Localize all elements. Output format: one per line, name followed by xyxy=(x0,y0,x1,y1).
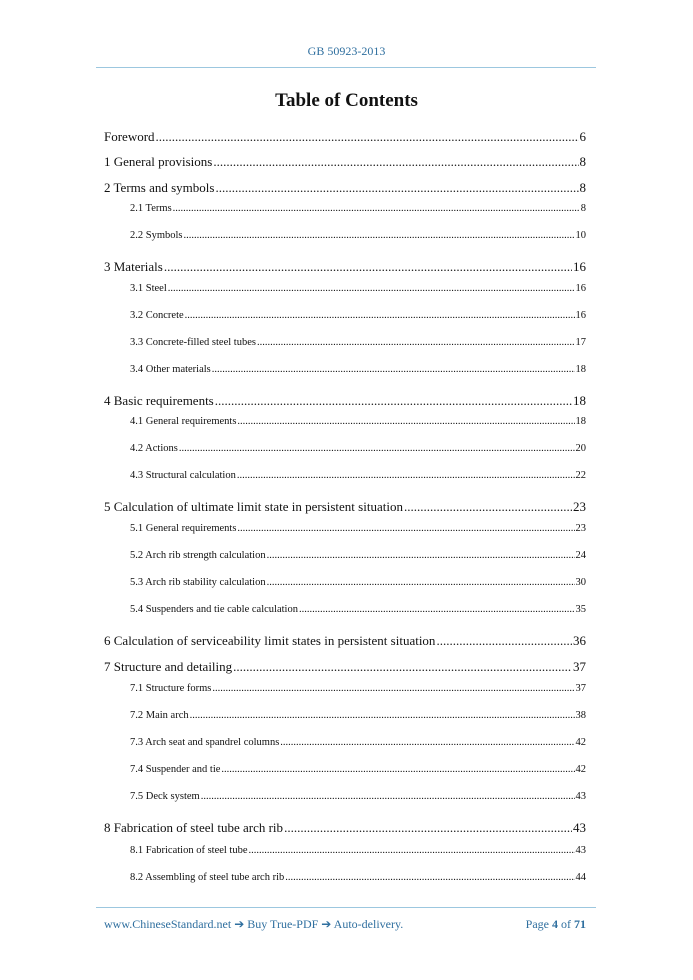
page-title: Table of Contents xyxy=(275,90,418,111)
toc-leader-dots xyxy=(280,737,574,748)
toc-entry-label: 7.5 Deck system xyxy=(130,791,200,802)
toc-entry-label: 3.2 Concrete xyxy=(130,310,184,321)
toc-entry-page: 17 xyxy=(575,337,586,348)
toc-entry[interactable] xyxy=(104,499,586,515)
toc-leader-dots xyxy=(213,154,578,170)
page-prefix: Page xyxy=(525,917,549,931)
toc-entry-label: 6 Calculation of serviceability limit states in persistent situation xyxy=(104,633,436,648)
toc-entry[interactable] xyxy=(130,845,586,856)
toc-leader-dots xyxy=(233,659,572,675)
toc-leader-dots xyxy=(221,764,574,775)
toc-entry-label: 4 Basic requirements xyxy=(104,393,214,408)
toc-entry-page: 23 xyxy=(573,499,586,514)
toc-entry-label: 4.2 Actions xyxy=(130,443,178,454)
toc-leader-dots xyxy=(185,310,575,321)
toc-entry-page: 18 xyxy=(573,393,586,408)
toc-entry-label: 3.4 Other materials xyxy=(130,364,211,375)
toc-entry[interactable] xyxy=(130,283,586,294)
toc-leader-dots xyxy=(436,633,572,649)
toc-entry-label: 4.1 General requirements xyxy=(130,416,237,427)
toc-leader-dots xyxy=(173,203,580,214)
footer-divider xyxy=(96,907,596,908)
toc-entry-label: 5.1 General requirements xyxy=(130,523,237,534)
toc-entry-page: 35 xyxy=(575,604,586,615)
toc-entry-label: 2.1 Terms xyxy=(130,203,172,214)
toc-entry[interactable] xyxy=(104,154,586,170)
page-footer xyxy=(104,917,586,932)
toc-entry-label: Foreword xyxy=(104,129,155,144)
toc-entry-page: 16 xyxy=(573,259,586,274)
toc-entry-page: 37 xyxy=(575,683,586,694)
toc-entry-label: 8.2 Assembling of steel tube arch rib xyxy=(130,872,285,883)
toc-leader-dots xyxy=(190,710,575,721)
toc-entry[interactable] xyxy=(130,737,586,748)
toc-entry[interactable] xyxy=(104,393,586,409)
toc-entry-page: 10 xyxy=(575,230,586,241)
toc-entry-label: 3 Materials xyxy=(104,259,163,274)
toc-leader-dots xyxy=(215,393,572,409)
toc-leader-dots xyxy=(212,364,575,375)
toc-leader-dots xyxy=(156,129,579,145)
page-of: of xyxy=(561,917,571,931)
toc-entry-page: 16 xyxy=(575,310,586,321)
toc-leader-dots xyxy=(215,180,578,196)
toc-entry[interactable] xyxy=(130,203,586,214)
toc-entry[interactable] xyxy=(104,180,586,196)
toc-entry-page: 44 xyxy=(575,872,586,883)
toc-entry[interactable] xyxy=(130,310,586,321)
toc-entry[interactable] xyxy=(130,764,586,775)
toc-entry-label: 1 General provisions xyxy=(104,154,213,169)
toc-entry-page: 18 xyxy=(575,364,586,375)
toc-entry[interactable] xyxy=(130,230,586,241)
toc-leader-dots xyxy=(164,259,572,275)
toc-entry-label: 7 Structure and detailing xyxy=(104,659,233,674)
toc-entry-page: 24 xyxy=(575,550,586,561)
toc-leader-dots xyxy=(237,470,575,481)
toc-entry-label: 3.1 Steel xyxy=(130,283,167,294)
toc-entry-label: 7.1 Structure forms xyxy=(130,683,212,694)
toc-entry-page: 43 xyxy=(573,820,586,835)
toc-leader-dots xyxy=(257,337,575,348)
toc-entry-page: 18 xyxy=(575,416,586,427)
toc-entry[interactable] xyxy=(130,416,586,427)
toc-leader-dots xyxy=(267,577,575,588)
footer-promo-link[interactable]: www.ChineseStandard.net ➔ Buy True-PDF ➔ Auto-delivery. xyxy=(104,917,404,931)
toc-entry-page: 8 xyxy=(579,154,586,169)
toc-leader-dots xyxy=(404,499,572,515)
toc-entry[interactable] xyxy=(130,872,586,883)
toc-entry[interactable] xyxy=(104,659,586,675)
toc-leader-dots xyxy=(201,791,575,802)
toc-entry-page: 23 xyxy=(575,523,586,534)
page-total: 71 xyxy=(574,917,586,931)
toc-entry[interactable] xyxy=(130,337,586,348)
toc-entry[interactable] xyxy=(130,364,586,375)
toc-leader-dots xyxy=(184,230,575,241)
toc-entry-page: 43 xyxy=(575,791,586,802)
toc-entry[interactable] xyxy=(130,550,586,561)
toc-leader-dots xyxy=(249,845,575,856)
toc-entry-page: 36 xyxy=(573,633,586,648)
toc-entry-label: 7.4 Suspender and tie xyxy=(130,764,221,775)
toc-entry[interactable] xyxy=(130,683,586,694)
page-current: 4 xyxy=(552,917,558,931)
toc-entry-page: 22 xyxy=(575,470,586,481)
toc-entry[interactable] xyxy=(104,259,586,275)
page-indicator xyxy=(526,917,586,932)
toc-entry[interactable] xyxy=(130,470,586,481)
toc-entry-label: 7.2 Main arch xyxy=(130,710,189,721)
toc-entry-page: 8 xyxy=(580,203,586,214)
toc-entry[interactable] xyxy=(130,710,586,721)
toc-entry-label: 5.2 Arch rib strength calculation xyxy=(130,550,266,561)
toc-entry[interactable] xyxy=(104,820,586,836)
toc-entry-label: 7.3 Arch seat and spandrel columns xyxy=(130,737,280,748)
toc-entry-page: 37 xyxy=(573,659,586,674)
toc-leader-dots xyxy=(284,820,572,836)
toc-entry-label: 5 Calculation of ultimate limit state in persistent situation xyxy=(104,499,403,514)
toc-entry-page: 6 xyxy=(579,129,586,144)
toc-entry[interactable] xyxy=(130,523,586,534)
toc-entry-label: 2 Terms and symbols xyxy=(104,180,215,195)
toc-entry-page: 42 xyxy=(575,764,586,775)
toc-entry[interactable] xyxy=(130,577,586,588)
toc-entry-label: 2.2 Symbols xyxy=(130,230,183,241)
toc-leader-dots xyxy=(285,872,574,883)
toc-entry-page: 20 xyxy=(575,443,586,454)
toc-leader-dots xyxy=(267,550,575,561)
toc-leader-dots xyxy=(212,683,574,694)
toc-leader-dots xyxy=(237,416,574,427)
toc-leader-dots xyxy=(237,523,574,534)
toc-entry[interactable] xyxy=(130,604,586,615)
toc-entry-label: 4.3 Structural calculation xyxy=(130,470,236,481)
toc-entry-label: 5.4 Suspenders and tie cable calculation xyxy=(130,604,298,615)
toc-leader-dots xyxy=(168,283,575,294)
running-header: GB 50923-2013 xyxy=(307,44,386,58)
toc-entry-page: 43 xyxy=(575,845,586,856)
toc-entry[interactable] xyxy=(104,633,586,649)
toc-entry[interactable] xyxy=(104,129,586,145)
toc-entry-page: 42 xyxy=(575,737,586,748)
toc-leader-dots xyxy=(299,604,575,615)
toc-entry-label: 3.3 Concrete-filled steel tubes xyxy=(130,337,256,348)
toc-leader-dots xyxy=(179,443,575,454)
toc-entry-page: 8 xyxy=(579,180,586,195)
toc-entry-label: 5.3 Arch rib stability calculation xyxy=(130,577,266,588)
toc-entry-page: 38 xyxy=(575,710,586,721)
toc-entry-label: 8 Fabrication of steel tube arch rib xyxy=(104,820,284,835)
toc-entry-label: 8.1 Fabrication of steel tube xyxy=(130,845,248,856)
toc-entry-page: 30 xyxy=(575,577,586,588)
toc-entry[interactable] xyxy=(130,791,586,802)
toc-entry[interactable] xyxy=(130,443,586,454)
toc-entry-page: 16 xyxy=(575,283,586,294)
